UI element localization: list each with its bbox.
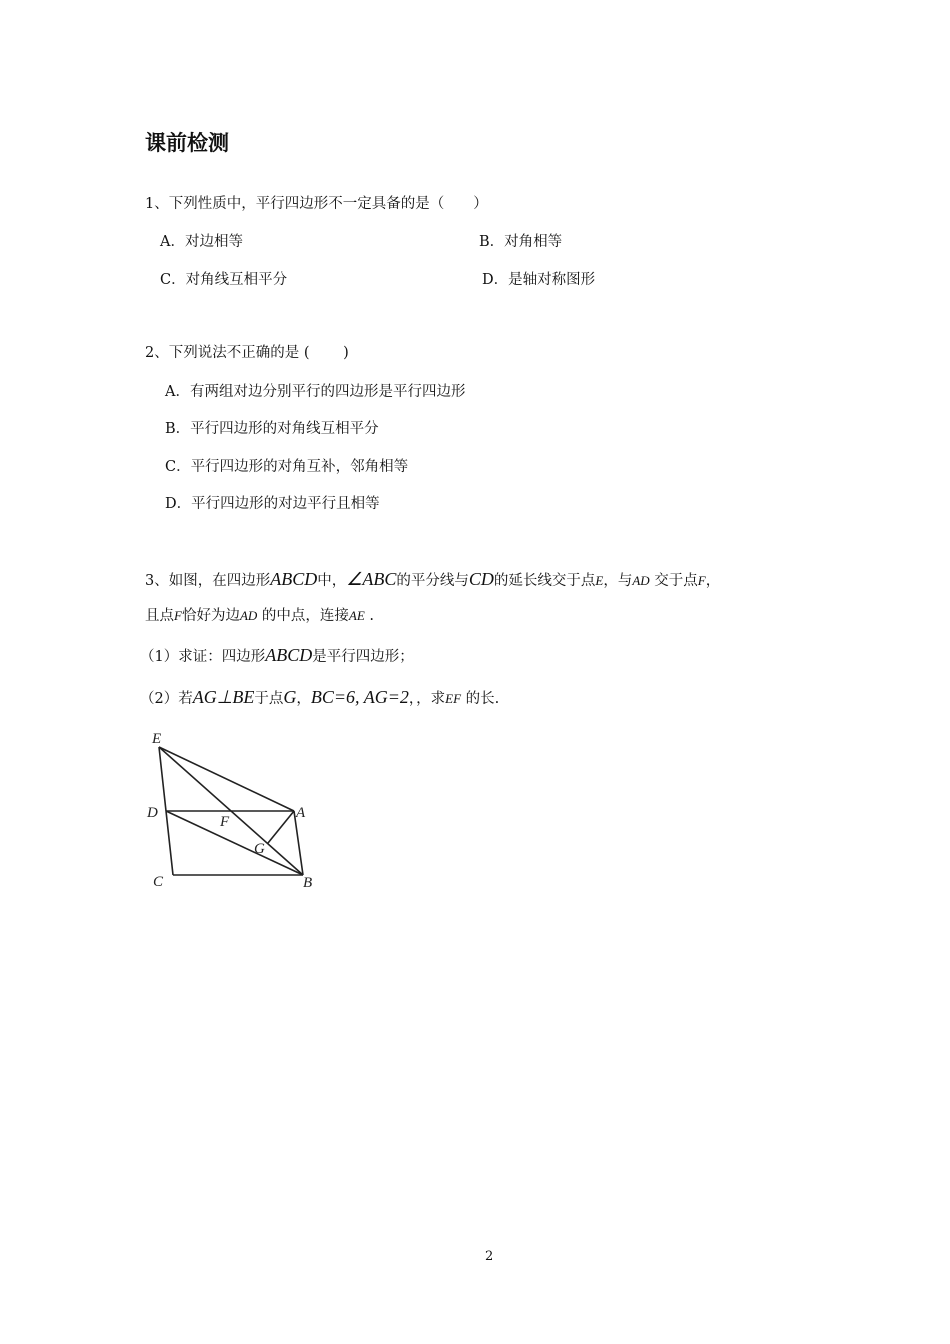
- text: ，: [705, 573, 721, 589]
- question-3-stem-line1: [145, 570, 720, 590]
- math-abcd: ABCD: [270, 569, 318, 589]
- text: ，与: [603, 573, 633, 589]
- point-label-f: F: [220, 814, 230, 830]
- math-e: E: [595, 573, 604, 588]
- q1-option-a: A．对边相等: [160, 234, 243, 250]
- point-label-a: A: [296, 805, 306, 821]
- section-title: 课前检测: [145, 131, 229, 155]
- text: ，，求: [408, 691, 446, 707]
- math-ef: EF: [445, 691, 462, 706]
- text: .: [364, 608, 375, 624]
- math-f: F: [174, 608, 182, 623]
- text: 是平行四边形；: [312, 649, 414, 665]
- text: （1）求证：四边形: [140, 649, 266, 665]
- point-label-e: E: [152, 731, 162, 747]
- page-number: 2: [485, 1249, 494, 1264]
- text: 的平分线与: [396, 573, 469, 589]
- q2-option-a: A．有两组对边分别平行的四边形是平行四边形: [165, 384, 466, 400]
- question-3-stem-line2: [145, 607, 374, 625]
- question-1-stem: 1、下列性质中，平行四边形不一定具备的是（ ）: [145, 196, 488, 212]
- q1-option-b: B．对角相等: [479, 234, 563, 250]
- text: 的中点，连接: [257, 608, 349, 624]
- text: ，: [296, 691, 311, 707]
- text: 的延长线交于点: [493, 573, 596, 589]
- text: 交于点: [649, 573, 698, 589]
- point-label-c: C: [153, 874, 164, 890]
- text: 且点: [145, 608, 174, 624]
- point-label-g: G: [254, 841, 265, 857]
- math-bc-ag-values: BC=6, AG=2: [310, 687, 409, 707]
- text: 恰好为边: [181, 608, 240, 624]
- text: 的长.: [461, 691, 500, 707]
- figure-lines: [159, 747, 303, 875]
- question-3-part-2: [140, 688, 499, 708]
- point-label-d: D: [147, 805, 158, 821]
- math-ad: AD: [239, 608, 258, 623]
- math-g: G: [283, 687, 297, 707]
- q2-option-b: B．平行四边形的对角线互相平分: [165, 421, 379, 437]
- q1-option-c: C．对角线互相平分: [160, 272, 288, 288]
- math-angle-abc: ∠ABC: [346, 569, 397, 589]
- geometry-figure: [140, 720, 340, 900]
- q1-option-d: D．是轴对称图形: [482, 272, 596, 288]
- math-ad: AD: [632, 573, 650, 588]
- question-3-part-1: [140, 646, 414, 666]
- math-cd: CD: [468, 569, 494, 589]
- text: 中，: [317, 573, 347, 589]
- point-label-b: B: [303, 875, 313, 891]
- math-f: F: [697, 573, 706, 588]
- math-abcd: ABCD: [265, 645, 313, 665]
- math-ae: AE: [348, 608, 365, 623]
- text: 3、如图，在四边形: [145, 573, 271, 589]
- q2-option-d: D．平行四边形的对边平行且相等: [165, 496, 380, 512]
- question-2-stem: 2、下列说法不正确的是 ( ): [145, 345, 349, 361]
- math-ag-perp-be: AG⊥BE: [192, 687, 255, 707]
- q2-option-c: C．平行四边形的对角互补，邻角相等: [165, 459, 409, 475]
- text: （2）若: [140, 691, 193, 707]
- text: 于点: [254, 691, 284, 707]
